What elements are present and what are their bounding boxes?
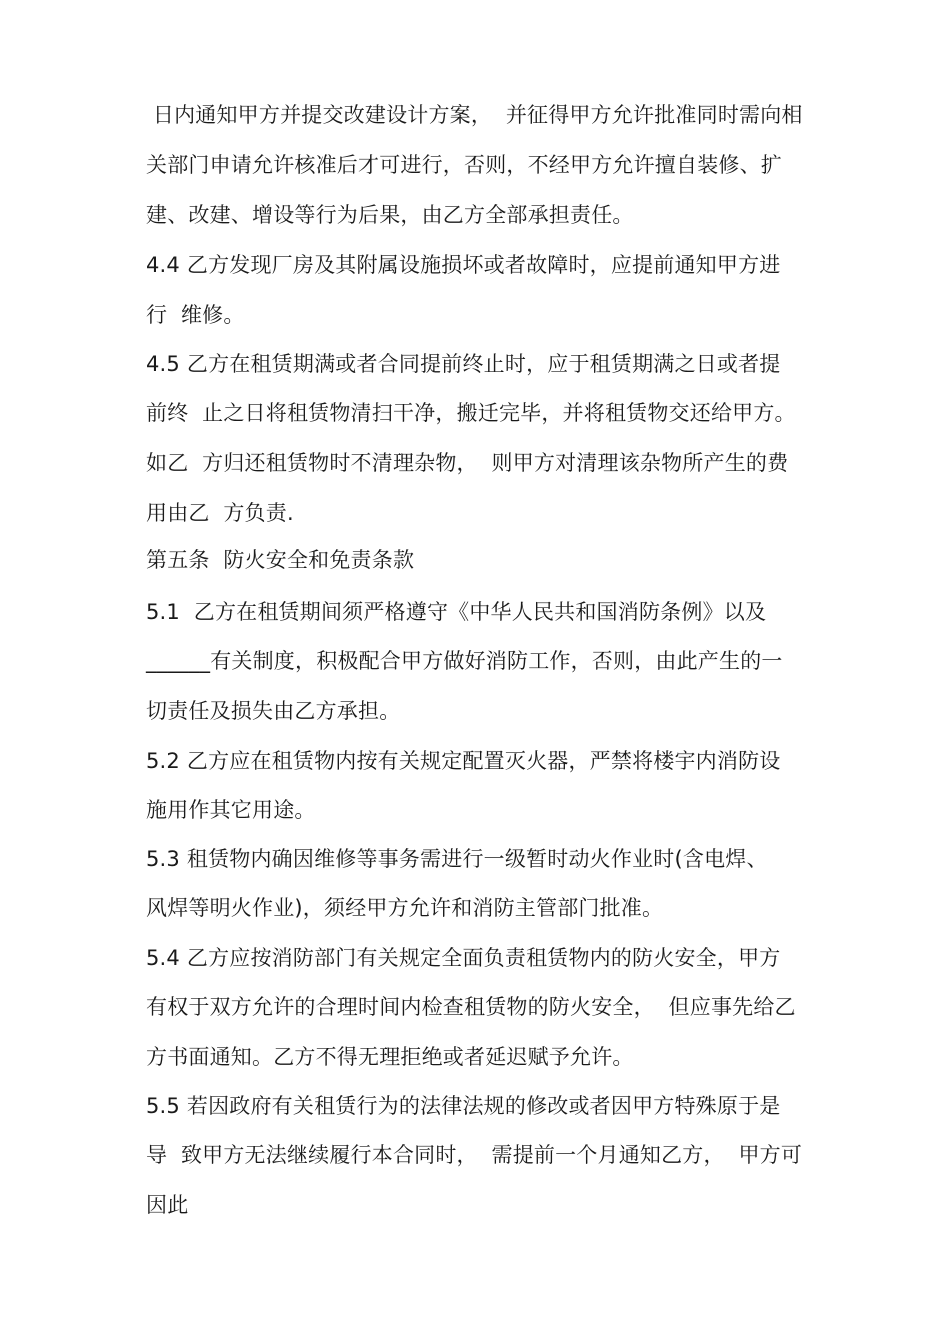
text-line: 前终 止之日将租赁物清扫干净，搬迁完毕，并将租赁物交还给甲方。 <box>146 401 796 425</box>
text-line: 行 维修。 <box>146 303 245 327</box>
text-line: 4.5 乙方在租赁期满或者合同提前终止时，应于租赁期满之日或者提 <box>146 352 781 376</box>
text-line: 5.2 乙方应在租赁物内按有关规定配置灭火器，严禁将楼宇内消防设 <box>146 749 781 773</box>
text-line: 施用作其它用途。 <box>146 798 316 822</box>
text-line: 5.3 租赁物内确因维修等事务需进行一级暂时动火作业时(含电焊、 <box>146 847 768 871</box>
text-line: 5.4 乙方应按消防部门有关规定全面负责租赁物内的防火安全，甲方 <box>146 946 781 970</box>
text-line: 用由乙 方负责. <box>146 501 294 525</box>
text-line: 导 致甲方无法继续履行本合同时， 需提前一个月通知乙方， 甲方可 <box>146 1143 803 1167</box>
text-line: 建、改建、增设等行为后果，由乙方全部承担责任。 <box>146 203 634 227</box>
text-line: 4.4 乙方发现厂房及其附属设施损坏或者故障时，应提前通知甲方进 <box>146 253 781 277</box>
section-heading: 第五条 防火安全和免责条款 <box>146 548 415 572</box>
text-line: 风焊等明火作业)，须经甲方允许和消防主管部门批准。 <box>146 896 664 920</box>
text-line: 因此 <box>146 1193 189 1217</box>
text-line: 如乙 方归还租赁物时不清理杂物， 则甲方对清理该杂物所产生的费 <box>146 451 789 475</box>
text-line: 关部门申请允许核准后才可进行，否则，不经甲方允许擅自装修、扩 <box>146 153 782 177</box>
text-line: ______有关制度，积极配合甲方做好消防工作，否则，由此产生的一 <box>146 649 783 673</box>
text-line: 方书面通知。乙方不得无理拒绝或者延迟赋予允许。 <box>146 1045 634 1069</box>
text-line: 切责任及损失由乙方承担。 <box>146 699 401 723</box>
text-line: 5.1 乙方在租赁期间须严格遵守《中华人民共和国消防条例》以及 <box>146 600 767 624</box>
text-line: 日内通知甲方并提交改建设计方案， 并征得甲方允许批准同时需向相 <box>146 103 803 127</box>
text-line: 有权于双方允许的合理时间内检查租赁物的防火安全， 但应事先给乙 <box>146 995 796 1019</box>
text-line: 5.5 若因政府有关租赁行为的法律法规的修改或者因甲方特殊原于是 <box>146 1094 781 1118</box>
